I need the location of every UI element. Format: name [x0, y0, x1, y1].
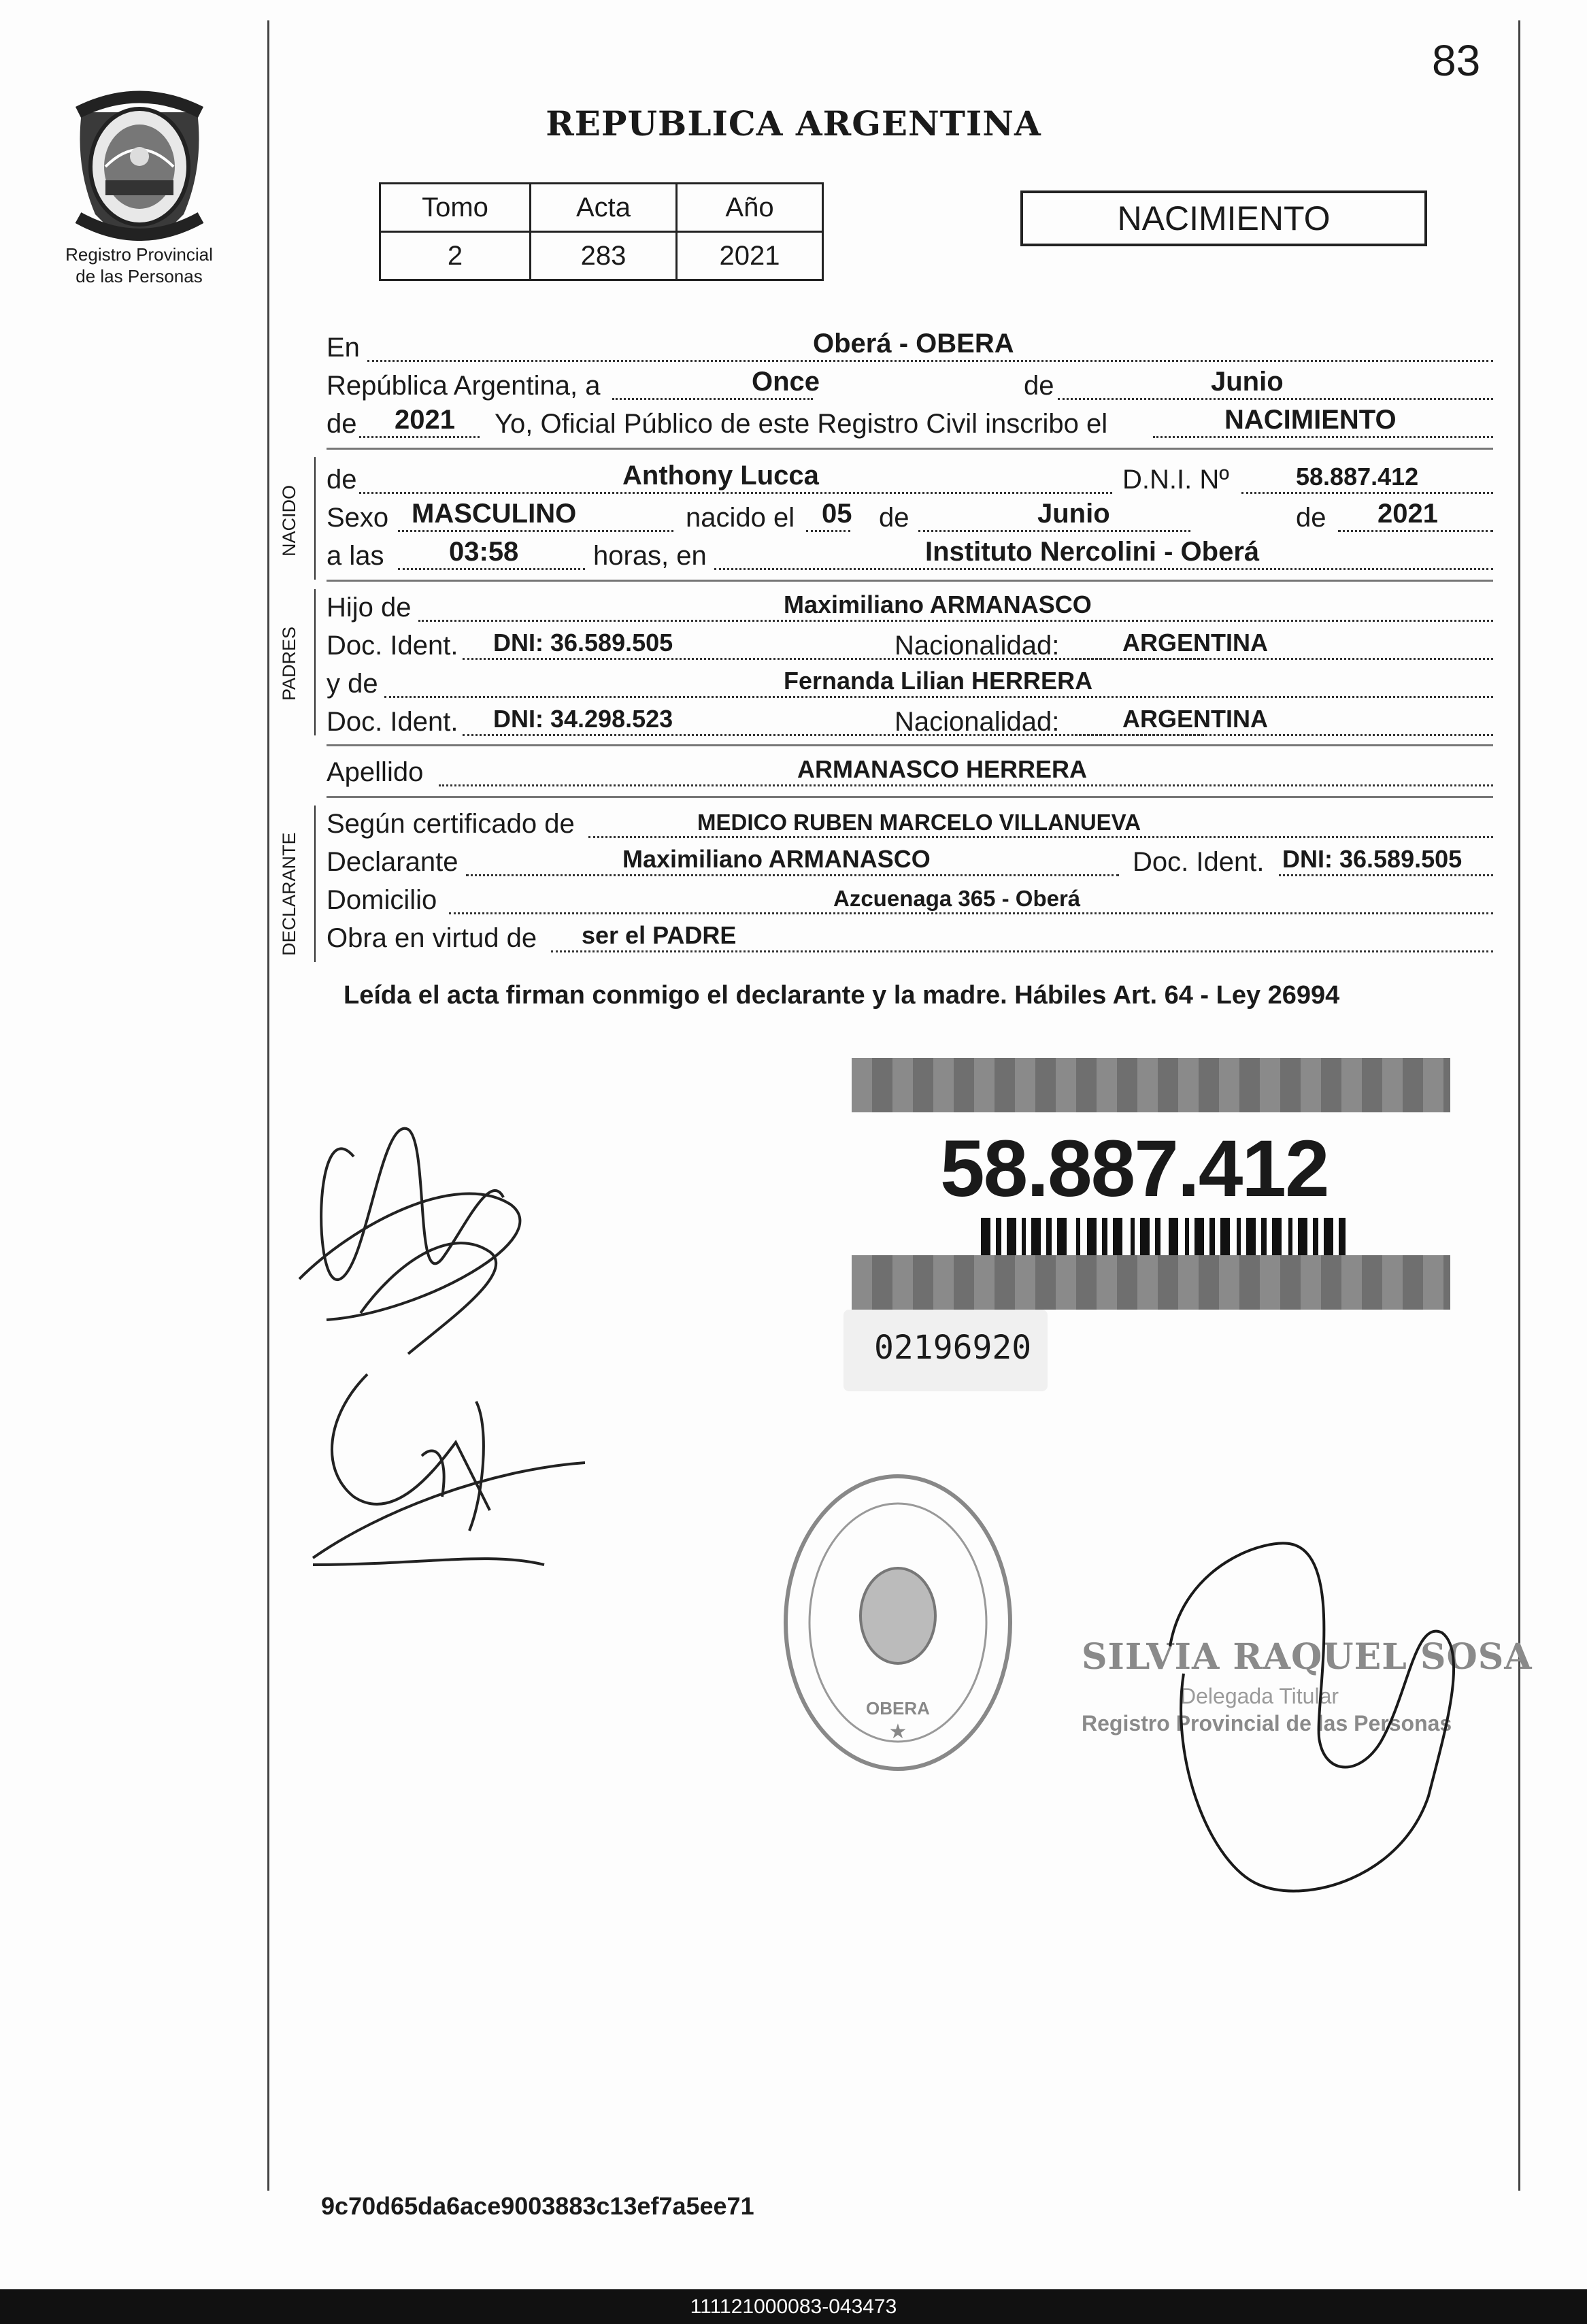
label-doc-ident: Doc. Ident.: [1133, 847, 1265, 877]
mother-name-value: Fernanda Lilian HERRERA: [784, 667, 1093, 695]
label-en: En: [327, 333, 360, 363]
label-certificado: Según certificado de: [327, 809, 575, 839]
birth-year-value: 2021: [1377, 499, 1438, 529]
footer-code-bar: [0, 2289, 1587, 2324]
declarante-name-value: Maximiliano ARMANASCO: [622, 845, 931, 873]
day-words-value: Once: [752, 367, 820, 397]
delegation-round-stamp: [779, 1470, 1017, 1776]
year-value: 2021: [395, 405, 455, 435]
dni-badge: [852, 1058, 1450, 1310]
header-tomo: Tomo: [380, 184, 531, 232]
page-number: 83: [1432, 36, 1481, 85]
declarante-side-line: [314, 806, 316, 962]
label-a-las: a las: [327, 541, 384, 571]
certificado-value: MEDICO RUBEN MARCELO VILLANUEVA: [697, 810, 1141, 835]
label-doc-ident: Doc. Ident.: [327, 707, 458, 737]
record-table: [379, 182, 824, 281]
value-tomo: 2: [380, 232, 531, 280]
official-signature: [1156, 1538, 1469, 1905]
label-nacionalidad: Nacionalidad:: [895, 707, 1060, 737]
label-doc-ident: Doc. Ident.: [327, 631, 458, 661]
mother-nationality-value: ARGENTINA: [1122, 705, 1268, 733]
declarante-section-label: DECLARANTE: [279, 832, 299, 956]
stamp-city: OBERA: [866, 1698, 930, 1719]
label-de-birth-year: de: [1296, 503, 1326, 533]
line-domicilio: [327, 886, 1493, 918]
father-name-value: Maximiliano ARMANASCO: [784, 591, 1092, 618]
left-margin-line: [267, 20, 269, 2191]
serial-number: 02196920: [874, 1329, 1032, 1367]
official-registry: Registro Provincial de las Personas: [1082, 1711, 1452, 1736]
value-anio: 2021: [677, 232, 823, 280]
header-anio: Año: [677, 184, 823, 232]
label-declarante: Declarante: [327, 847, 458, 877]
document-title: REPUBLICA ARGENTINA: [546, 103, 1041, 144]
right-margin-line: [1518, 20, 1520, 2191]
separator: [327, 744, 1493, 746]
label-apellido: Apellido: [327, 757, 424, 787]
line-y-de: [327, 669, 1493, 702]
official-name: SILVIA RAQUEL SOSA: [1082, 1636, 1533, 1678]
label-sexo: Sexo: [327, 503, 389, 533]
label-de-year: de: [327, 409, 357, 439]
separator: [327, 580, 1493, 582]
month-value: Junio: [1211, 367, 1284, 397]
official-role: Delegada Titular: [1180, 1684, 1339, 1708]
oficial-text: Yo, Oficial Público de este Registro Civil inscribo el: [495, 409, 1108, 439]
dni-badge-number: 58.887.412: [940, 1124, 1329, 1214]
serial-tag: [843, 1310, 1048, 1391]
padres-section-label: PADRES: [279, 626, 299, 701]
line-en: [327, 329, 1493, 366]
father-doc-value: DNI: 36.589.505: [493, 629, 673, 657]
line-declarante: [327, 845, 1493, 880]
legal-text: Leída el acta firman conmigo el declarante y la madre. Hábiles Art. 64 - Ley 26994: [344, 981, 1340, 1010]
declarant-signature: [286, 1089, 585, 1578]
obra-value: ser el PADRE: [582, 921, 737, 949]
registry-logo-caption: Registro Provincial de las Personas: [65, 244, 213, 286]
sexo-value: MASCULINO: [412, 499, 577, 529]
svg-text:★: ★: [888, 1721, 907, 1743]
label-obra: Obra en virtud de: [327, 923, 537, 953]
line-obra: [327, 921, 1493, 957]
line-fecha: [327, 367, 1493, 404]
line-sexo: [327, 499, 1493, 536]
label-de-month: de: [1024, 371, 1054, 401]
label-y-de: y de: [327, 669, 378, 699]
line-anio: [327, 405, 1493, 442]
place-value: Oberá - OBERA: [813, 329, 1014, 359]
footer-code: 111121000083-043473: [690, 2295, 897, 2318]
line-hijo-de: [327, 593, 1493, 626]
label-de-name: de: [327, 465, 357, 495]
header-acta: Acta: [531, 184, 677, 232]
line-nombre: [327, 461, 1493, 498]
father-nationality-value: ARGENTINA: [1122, 629, 1268, 657]
child-dni-value: 58.887.412: [1296, 463, 1419, 491]
nacido-section-label: NACIDO: [279, 484, 299, 557]
label-hijo-de: Hijo de: [327, 593, 412, 622]
record-type-box: NACIMIENTO: [1020, 190, 1427, 246]
child-name-value: Anthony Lucca: [622, 461, 819, 491]
separator: [327, 448, 1493, 450]
mother-doc-value: DNI: 34.298.523: [493, 705, 673, 733]
apellido-value: ARMANASCO HERRERA: [797, 755, 1088, 783]
label-horas-en: horas, en: [593, 541, 707, 571]
declarante-doc-value: DNI: 36.589.505: [1282, 845, 1463, 873]
label-de-birth-month: de: [879, 503, 909, 533]
document-hash: 9c70d65da6ace9003883c13ef7a5ee71: [321, 2192, 754, 2220]
line-hora: [327, 537, 1493, 574]
line-certificado: [327, 810, 1493, 842]
label-domicilio: Domicilio: [327, 885, 437, 915]
line-father-doc: [327, 631, 1493, 664]
birth-day-value: 05: [822, 499, 852, 529]
label-dni: D.N.I. Nº: [1122, 465, 1229, 495]
time-value: 03:58: [449, 537, 519, 567]
padres-side-line: [314, 589, 316, 735]
birth-place-value: Instituto Nercolini - Oberá: [925, 537, 1260, 567]
act-kind-value: NACIMIENTO: [1224, 405, 1397, 435]
line-apellido: [327, 755, 1493, 791]
birth-month-value: Junio: [1037, 499, 1110, 529]
value-acta: 283: [531, 232, 677, 280]
label-nacionalidad: Nacionalidad:: [895, 631, 1060, 661]
label-nacido-el: nacido el: [686, 503, 795, 533]
separator: [327, 796, 1493, 798]
line-mother-doc: [327, 705, 1493, 740]
domicilio-value: Azcuenaga 365 - Oberá: [833, 886, 1081, 911]
nacido-side-line: [314, 457, 316, 580]
label-republica: República Argentina, a: [327, 371, 601, 401]
